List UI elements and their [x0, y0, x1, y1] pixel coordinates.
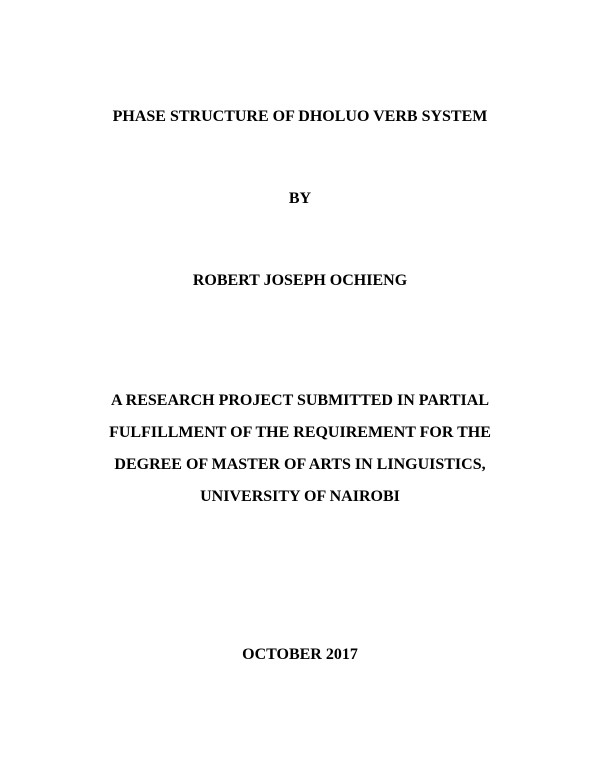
- submission-date: OCTOBER 2017: [242, 646, 358, 663]
- statement-line: UNIVERSITY OF NAIROBI: [200, 488, 400, 505]
- document-title: PHASE STRUCTURE OF DHOLUO VERB SYSTEM: [112, 108, 488, 125]
- by-label: BY: [288, 190, 312, 207]
- statement-line: DEGREE OF MASTER OF ARTS IN LINGUISTICS,: [114, 456, 486, 473]
- submission-statement: [0, 391, 600, 519]
- statement-line: A RESEARCH PROJECT SUBMITTED IN PARTIAL: [110, 392, 490, 409]
- statement-line: FULFILLMENT OF THE REQUIREMENT FOR THE: [109, 424, 491, 441]
- author-name: ROBERT JOSEPH OCHIENG: [192, 272, 408, 289]
